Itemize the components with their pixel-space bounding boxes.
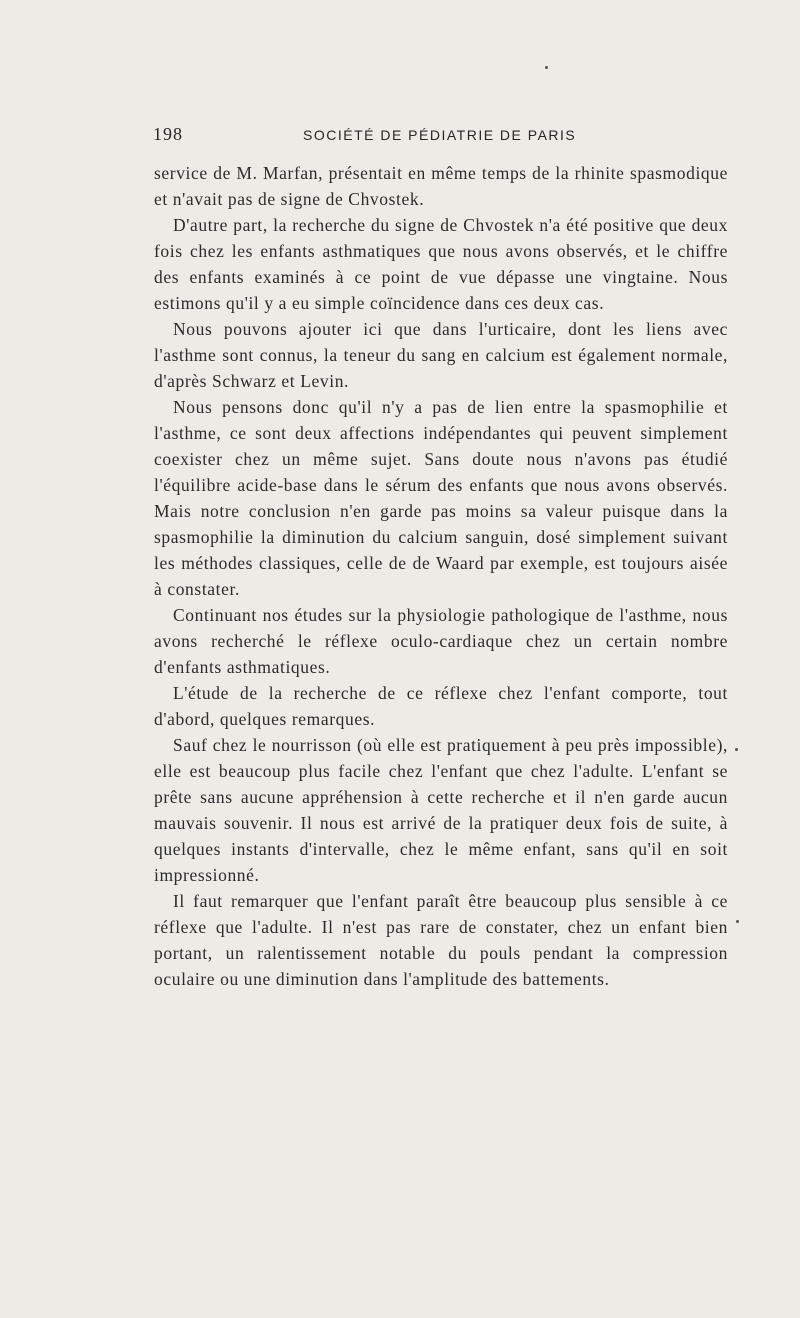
paper-speck [545, 66, 548, 69]
paper-speck [736, 920, 739, 923]
paragraph-5: Continuant nos études sur la physiologie pathologique de l'asthme, nous avons recherché le réflexe oculo-cardiaque chez un certain nombre d'enfants asthmatiques. [154, 605, 728, 677]
paragraph-3: Nous pouvons ajouter ici que dans l'urticaire, dont les liens avec l'asthme sont connus, la teneur du sang en calcium est également normale, d'après Schwarz et Levin. [154, 319, 728, 391]
paragraph-2: D'autre part, la recherche du signe de Chvostek n'a été positive que deux fois chez les enfants asthmatiques que nous avons observés, et le chiffre des enfants examinés à ce point de vue dépasse une vingtaine. Nous estimons qu'il y a eu simple coïncidence dans ces deux cas. [154, 215, 728, 313]
paragraph-1: service de M. Marfan, présentait en même temps de la rhinite spasmodique et n'avait pas de signe de Chvostek. [154, 163, 728, 209]
paper-speck [735, 748, 738, 751]
paragraph-8: Il faut remarquer que l'enfant paraît être beaucoup plus sensible à ce réflexe que l'adulte. Il n'est pas rare de constater, chez un enfant bien portant, un ralentissement notable du pouls pendant la compression oculaire ou une diminution dans l'amplitude des battements. [154, 891, 728, 989]
page-number: 198 [153, 124, 183, 144]
paragraph-6: L'étude de la recherche de ce réflexe chez l'enfant comporte, tout d'abord, quelques remarques. [154, 683, 728, 729]
running-title: SOCIÉTÉ DE PÉDIATRIE DE PARIS [303, 127, 577, 143]
body-text [154, 160, 728, 992]
paragraph-7: Sauf chez le nourrisson (où elle est pratiquement à peu près impossible), elle est beaucoup plus facile chez l'enfant que chez l'adulte. L'enfant se prête sans aucune appréhension à cette recherche et il n'en garde aucun mauvais souvenir. Il nous est arrivé de la pratiquer deux fois de suite, à quelques instants d'intervalle, chez le même enfant, sans qu'il en soit impressionné. [154, 735, 728, 885]
paragraph-4: Nous pensons donc qu'il n'y a pas de lien entre la spasmophilie et l'asthme, ce sont deux affections indépendantes qui peuvent simplement coexister chez un même sujet. Sans doute nous n'avons pas étudié l'équilibre acide-base dans le sérum des enfants que nous avons observés. Mais notre conclusion n'en garde pas moins sa valeur puisque dans la spasmophilie la diminution du calcium sanguin, dosé simplement suivant les méthodes classiques, celle de de Waard par exemple, est toujours aisée à constater. [154, 397, 728, 599]
page-header [153, 124, 728, 148]
